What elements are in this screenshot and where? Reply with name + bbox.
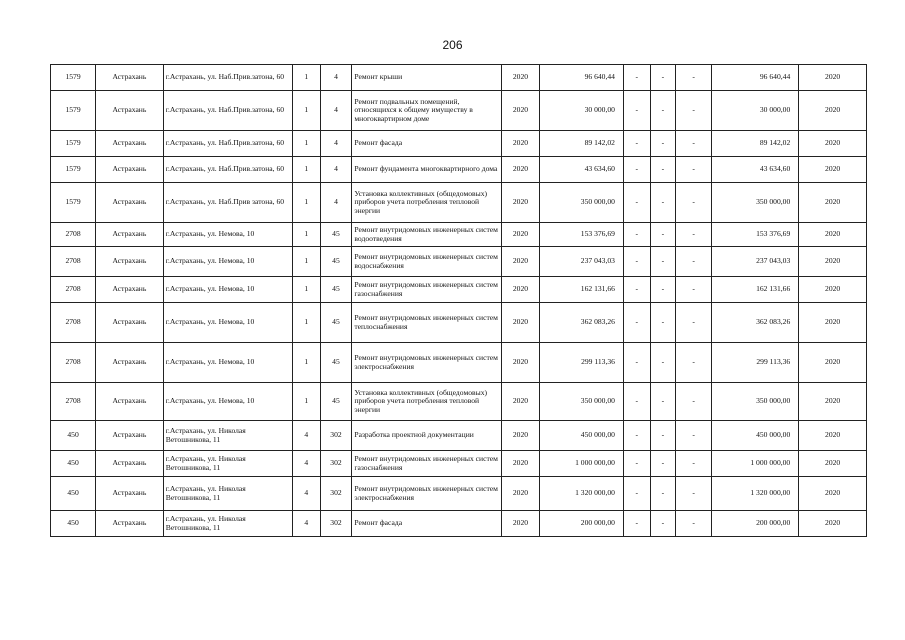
row-dash-3: -: [676, 383, 712, 421]
row-year: 2020: [502, 91, 540, 131]
row-dash-1: -: [623, 303, 650, 343]
row-dash-3: -: [676, 247, 712, 277]
row-dash-1: -: [623, 383, 650, 421]
row-apartments: 45: [320, 383, 352, 421]
table-row: [51, 91, 867, 131]
row-city: Астрахань: [96, 157, 164, 183]
row-total-cost: 1 000 000,00: [712, 451, 799, 477]
row-dash-2: -: [650, 383, 676, 421]
row-final-year: 2020: [799, 511, 867, 537]
row-dash-3: -: [676, 91, 712, 131]
table-row: [51, 303, 867, 343]
row-year: 2020: [502, 477, 540, 511]
row-work-type: Ремонт внутридомовых инженерных систем электроснабжения: [352, 343, 502, 383]
row-dash-2: -: [650, 303, 676, 343]
row-year: 2020: [502, 247, 540, 277]
row-dash-3: -: [676, 303, 712, 343]
row-dash-1: -: [623, 511, 650, 537]
row-id: 1579: [51, 91, 96, 131]
row-total-cost: 362 083,26: [712, 303, 799, 343]
row-total-cost: 153 376,69: [712, 223, 799, 247]
row-final-year: 2020: [799, 65, 867, 91]
row-dash-2: -: [650, 343, 676, 383]
row-id: 450: [51, 511, 96, 537]
row-dash-3: -: [676, 157, 712, 183]
row-final-year: 2020: [799, 451, 867, 477]
row-apartments: 4: [320, 157, 352, 183]
row-id: 1579: [51, 131, 96, 157]
table-row: [51, 383, 867, 421]
row-dash-2: -: [650, 183, 676, 223]
row-total-cost: 96 640,44: [712, 65, 799, 91]
row-final-year: 2020: [799, 223, 867, 247]
row-dash-2: -: [650, 511, 676, 537]
row-final-year: 2020: [799, 91, 867, 131]
row-cost: 450 000,00: [539, 421, 623, 451]
row-work-type: Ремонт внутридомовых инженерных систем теплоснабжения: [352, 303, 502, 343]
row-dash-2: -: [650, 421, 676, 451]
row-dash-3: -: [676, 277, 712, 303]
row-id: 2708: [51, 343, 96, 383]
row-total-cost: 299 113,36: [712, 343, 799, 383]
row-id: 2708: [51, 223, 96, 247]
row-dash-3: -: [676, 343, 712, 383]
row-floors: 1: [292, 383, 320, 421]
row-id: 2708: [51, 277, 96, 303]
row-floors: 1: [292, 223, 320, 247]
row-city: Астрахань: [96, 277, 164, 303]
row-dash-2: -: [650, 131, 676, 157]
table-body: [51, 65, 867, 537]
row-apartments: 302: [320, 477, 352, 511]
row-apartments: 302: [320, 511, 352, 537]
table-row: [51, 247, 867, 277]
row-dash-3: -: [676, 223, 712, 247]
row-id: 2708: [51, 247, 96, 277]
table-row: [51, 157, 867, 183]
row-work-type: Разработка проектной документации: [352, 421, 502, 451]
row-total-cost: 200 000,00: [712, 511, 799, 537]
row-city: Астрахань: [96, 451, 164, 477]
row-cost: 96 640,44: [539, 65, 623, 91]
row-year: 2020: [502, 131, 540, 157]
row-apartments: 4: [320, 131, 352, 157]
row-address: г.Астрахань, ул. Немова, 10: [163, 383, 292, 421]
row-dash-3: -: [676, 451, 712, 477]
row-total-cost: 350 000,00: [712, 183, 799, 223]
row-cost: 362 083,26: [539, 303, 623, 343]
row-work-type: Ремонт внутридомовых инженерных систем водоотведения: [352, 223, 502, 247]
row-address: г.Астрахань, ул. Наб.Прив.затона, 60: [163, 157, 292, 183]
row-city: Астрахань: [96, 511, 164, 537]
row-id: 1579: [51, 157, 96, 183]
row-final-year: 2020: [799, 247, 867, 277]
row-city: Астрахань: [96, 247, 164, 277]
row-work-type: Ремонт внутридомовых инженерных систем электроснабжения: [352, 477, 502, 511]
table-row: [51, 65, 867, 91]
row-total-cost: 237 043,03: [712, 247, 799, 277]
row-work-type: Ремонт крыши: [352, 65, 502, 91]
row-floors: 1: [292, 65, 320, 91]
row-dash-1: -: [623, 91, 650, 131]
row-dash-1: -: [623, 131, 650, 157]
row-cost: 43 634,60: [539, 157, 623, 183]
row-work-type: Ремонт фасада: [352, 131, 502, 157]
row-address: г.Астрахань, ул. Немова, 10: [163, 303, 292, 343]
row-final-year: 2020: [799, 477, 867, 511]
row-year: 2020: [502, 451, 540, 477]
row-total-cost: 350 000,00: [712, 383, 799, 421]
row-address: г.Астрахань, ул. Наб.Прив.затона, 60: [163, 131, 292, 157]
row-cost: 1 000 000,00: [539, 451, 623, 477]
row-apartments: 45: [320, 343, 352, 383]
row-dash-1: -: [623, 157, 650, 183]
row-year: 2020: [502, 343, 540, 383]
row-address: г.Астрахань, ул. Немова, 10: [163, 223, 292, 247]
row-address: г.Астрахань, ул. Николая Ветошникова, 11: [163, 421, 292, 451]
row-work-type: Ремонт внутридомовых инженерных систем газоснабжения: [352, 277, 502, 303]
row-cost: 89 142,02: [539, 131, 623, 157]
row-final-year: 2020: [799, 131, 867, 157]
row-dash-1: -: [623, 247, 650, 277]
page-number: 206: [442, 38, 463, 52]
row-floors: 1: [292, 91, 320, 131]
row-address: г.Астрахань, ул. Наб.Прив.затона, 60: [163, 91, 292, 131]
row-dash-1: -: [623, 421, 650, 451]
row-total-cost: 30 000,00: [712, 91, 799, 131]
row-cost: 162 131,66: [539, 277, 623, 303]
row-cost: 30 000,00: [539, 91, 623, 131]
row-final-year: 2020: [799, 277, 867, 303]
row-dash-1: -: [623, 343, 650, 383]
table-row: [51, 421, 867, 451]
row-city: Астрахань: [96, 421, 164, 451]
row-dash-2: -: [650, 91, 676, 131]
table-row: [51, 183, 867, 223]
row-city: Астрахань: [96, 65, 164, 91]
row-city: Астрахань: [96, 343, 164, 383]
row-dash-3: -: [676, 477, 712, 511]
row-apartments: 4: [320, 65, 352, 91]
row-cost: 153 376,69: [539, 223, 623, 247]
row-year: 2020: [502, 223, 540, 247]
row-dash-2: -: [650, 223, 676, 247]
table-row: [51, 131, 867, 157]
table-row: [51, 511, 867, 537]
row-year: 2020: [502, 383, 540, 421]
row-final-year: 2020: [799, 183, 867, 223]
row-final-year: 2020: [799, 421, 867, 451]
row-id: 1579: [51, 183, 96, 223]
row-apartments: 4: [320, 91, 352, 131]
row-dash-3: -: [676, 421, 712, 451]
row-floors: 4: [292, 451, 320, 477]
row-floors: 1: [292, 247, 320, 277]
row-work-type: Установка коллективных (общедомовых) приборов учета потребления тепловой энергии: [352, 183, 502, 223]
row-id: 1579: [51, 65, 96, 91]
row-city: Астрахань: [96, 131, 164, 157]
row-total-cost: 1 320 000,00: [712, 477, 799, 511]
row-city: Астрахань: [96, 383, 164, 421]
row-year: 2020: [502, 303, 540, 343]
row-year: 2020: [502, 511, 540, 537]
row-work-type: Ремонт внутридомовых инженерных систем газоснабжения: [352, 451, 502, 477]
row-year: 2020: [502, 157, 540, 183]
row-floors: 4: [292, 511, 320, 537]
row-dash-2: -: [650, 157, 676, 183]
row-dash-2: -: [650, 277, 676, 303]
row-work-type: Ремонт фасада: [352, 511, 502, 537]
row-city: Астрахань: [96, 91, 164, 131]
row-apartments: 45: [320, 303, 352, 343]
row-apartments: 4: [320, 183, 352, 223]
row-final-year: 2020: [799, 303, 867, 343]
row-address: г.Астрахань, ул. Немова, 10: [163, 343, 292, 383]
row-address: г.Астрахань, ул. Немова, 10: [163, 277, 292, 303]
row-dash-2: -: [650, 477, 676, 511]
row-total-cost: 450 000,00: [712, 421, 799, 451]
row-cost: 237 043,03: [539, 247, 623, 277]
table-row: [51, 451, 867, 477]
row-floors: 1: [292, 183, 320, 223]
row-dash-2: -: [650, 451, 676, 477]
row-dash-2: -: [650, 247, 676, 277]
table-row: [51, 223, 867, 247]
row-dash-1: -: [623, 183, 650, 223]
row-address: г.Астрахань, ул. Немова, 10: [163, 247, 292, 277]
row-floors: 1: [292, 343, 320, 383]
row-dash-1: -: [623, 277, 650, 303]
row-dash-1: -: [623, 223, 650, 247]
row-floors: 1: [292, 303, 320, 343]
row-floors: 1: [292, 131, 320, 157]
row-floors: 4: [292, 477, 320, 511]
row-city: Астрахань: [96, 183, 164, 223]
row-dash-3: -: [676, 183, 712, 223]
row-apartments: 45: [320, 223, 352, 247]
row-address: г.Астрахань, ул. Наб.Прив затона, 60: [163, 183, 292, 223]
row-work-type: Ремонт внутридомовых инженерных систем водоснабжения: [352, 247, 502, 277]
row-city: Астрахань: [96, 303, 164, 343]
row-work-type: Установка коллективных (общедомовых) приборов учета потребления тепловой энергии: [352, 383, 502, 421]
table-row: [51, 477, 867, 511]
row-address: г.Астрахань, ул. Николая Ветошникова, 11: [163, 451, 292, 477]
row-id: 2708: [51, 383, 96, 421]
row-id: 450: [51, 421, 96, 451]
row-dash-1: -: [623, 451, 650, 477]
row-final-year: 2020: [799, 157, 867, 183]
row-work-type: Ремонт подвальных помещений, относящихся к общему имуществу в многоквартирном доме: [352, 91, 502, 131]
row-address: г.Астрахань, ул. Николая Ветошникова, 11: [163, 477, 292, 511]
row-cost: 350 000,00: [539, 183, 623, 223]
row-total-cost: 162 131,66: [712, 277, 799, 303]
row-cost: 350 000,00: [539, 383, 623, 421]
row-dash-3: -: [676, 131, 712, 157]
row-floors: 1: [292, 157, 320, 183]
row-final-year: 2020: [799, 383, 867, 421]
row-apartments: 302: [320, 451, 352, 477]
row-apartments: 45: [320, 277, 352, 303]
row-dash-2: -: [650, 65, 676, 91]
row-city: Астрахань: [96, 223, 164, 247]
row-cost: 299 113,36: [539, 343, 623, 383]
table-row: [51, 277, 867, 303]
row-dash-1: -: [623, 65, 650, 91]
row-total-cost: 43 634,60: [712, 157, 799, 183]
row-year: 2020: [502, 65, 540, 91]
row-apartments: 45: [320, 247, 352, 277]
row-year: 2020: [502, 183, 540, 223]
row-id: 2708: [51, 303, 96, 343]
row-cost: 1 320 000,00: [539, 477, 623, 511]
row-dash-1: -: [623, 477, 650, 511]
row-apartments: 302: [320, 421, 352, 451]
row-address: г.Астрахань, ул. Николая Ветошникова, 11: [163, 511, 292, 537]
row-address: г.Астрахань, ул. Наб.Прив.затона, 60: [163, 65, 292, 91]
row-floors: 4: [292, 421, 320, 451]
row-floors: 1: [292, 277, 320, 303]
row-final-year: 2020: [799, 343, 867, 383]
row-city: Астрахань: [96, 477, 164, 511]
row-dash-3: -: [676, 65, 712, 91]
row-cost: 200 000,00: [539, 511, 623, 537]
row-year: 2020: [502, 277, 540, 303]
row-work-type: Ремонт фундамента многоквартирного дома: [352, 157, 502, 183]
row-total-cost: 89 142,02: [712, 131, 799, 157]
row-year: 2020: [502, 421, 540, 451]
table-row: [51, 343, 867, 383]
row-dash-3: -: [676, 511, 712, 537]
row-id: 450: [51, 477, 96, 511]
row-id: 450: [51, 451, 96, 477]
repair-program-table: [50, 64, 867, 537]
